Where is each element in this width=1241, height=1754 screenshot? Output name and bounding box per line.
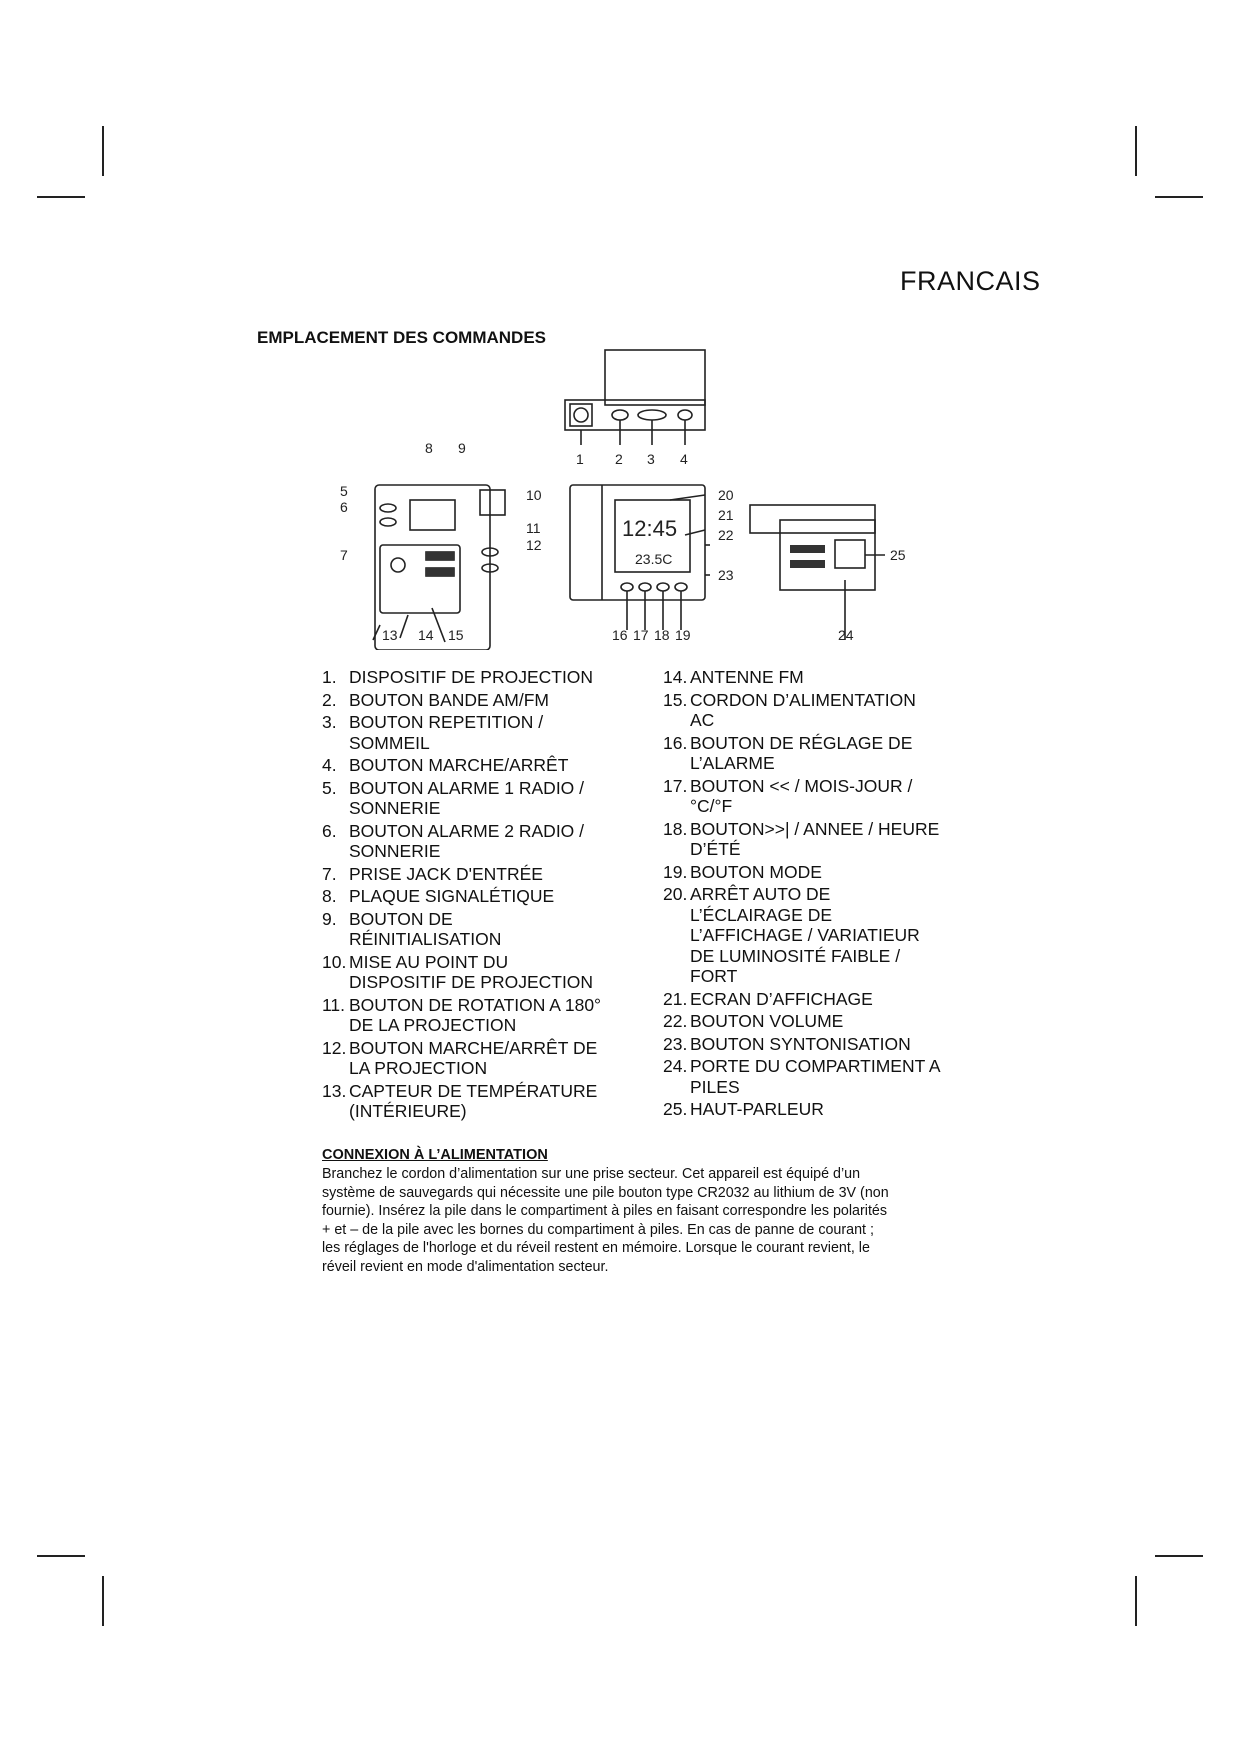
list-item [322, 821, 601, 862]
controls-list-left [322, 667, 601, 1122]
list-item-number: 14. [663, 667, 688, 687]
list-item [322, 886, 601, 907]
list-item [663, 776, 941, 817]
connection-title: CONNEXION À L’ALIMENTATION [322, 1147, 548, 1163]
connection-line: les réglages de l'horloge et du réveil restent en mémoire. Lorsque le courant revient, le [322, 1240, 870, 1256]
callout-5: 5 [340, 483, 348, 499]
list-item-text: CORDON D’ALIMENTATION [690, 689, 916, 710]
projector-top-view [565, 350, 705, 445]
list-item-number: 11. [322, 994, 346, 1015]
list-item-text: SOMMEIL [349, 732, 430, 753]
list-item-text: ANTENNE FM [690, 667, 804, 687]
crop-mark [102, 126, 104, 176]
crop-mark [102, 1576, 104, 1626]
callout-13: 13 [382, 627, 398, 643]
list-item-text: BOUTON DE ROTATION A 180° [349, 994, 602, 1015]
lcd-temp: 23.5C [635, 551, 673, 567]
list-item-number: 3. [322, 712, 337, 732]
list-item-text: BOUTON DE [349, 908, 453, 929]
list-item-text: DISPOSITIF DE PROJECTION [349, 972, 594, 992]
list-item-text: BOUTON REPETITION / [349, 712, 544, 732]
list-item-number: 1. [322, 667, 337, 687]
list-item-text: ECRAN D’AFFICHAGE [690, 988, 873, 1009]
list-item [663, 1011, 941, 1032]
callout-11: 11 [526, 520, 541, 536]
list-item [663, 667, 941, 688]
list-item-number: 2. [322, 689, 337, 710]
callout-24: 24 [838, 627, 854, 643]
connection-line: fournie). Insérez la pile dans le compartiment à piles en faisant correspondre les polarités [322, 1203, 888, 1219]
list-item-number: 7. [322, 863, 337, 884]
list-item-text: PILES [690, 1076, 740, 1097]
list-item-text: HAUT-PARLEUR [690, 1099, 824, 1119]
connection-line: Branchez le cordon d’alimentation sur une prise secteur. Cet appareil est équipé d’un [322, 1166, 861, 1182]
list-item [322, 712, 601, 753]
list-item-number: 20. [663, 884, 688, 904]
callout-4: 4 [680, 451, 688, 467]
callout-22: 22 [718, 527, 734, 543]
list-item-text: BOUTON BANDE AM/FM [349, 689, 549, 710]
list-item-text: BOUTON MODE [690, 861, 822, 882]
language-heading: FRANCAIS [900, 266, 1041, 296]
controls-diagram [330, 340, 970, 650]
list-item-text: LA PROJECTION [349, 1058, 488, 1078]
list-item-text: SONNERIE [349, 841, 441, 861]
list-item-text: ARRÊT AUTO DE [690, 884, 831, 904]
crop-mark [37, 196, 85, 198]
list-item [322, 909, 601, 950]
list-item-text: BOUTON << / MOIS-JOUR / [690, 775, 913, 796]
list-item-text: BOUTON ALARME 2 RADIO / [349, 820, 585, 841]
list-item-text: RÉINITIALISATION [349, 929, 502, 949]
callout-14: 14 [418, 627, 434, 643]
list-item [322, 1038, 601, 1079]
list-item [663, 1056, 941, 1097]
list-item-text: BOUTON MARCHE/ARRÊT DE [349, 1037, 598, 1058]
list-item-text: °C/°F [690, 796, 733, 816]
list-item-text: BOUTON>>| / ANNEE / HEURE [690, 818, 940, 839]
list-item-text: L’ÉCLAIRAGE DE [690, 904, 832, 925]
list-item-number: 15. [663, 689, 688, 710]
list-item-text: CAPTEUR DE TEMPÉRATURE [349, 1080, 598, 1101]
controls-list-right [663, 667, 941, 1120]
crop-mark [37, 1555, 85, 1557]
list-item-number: 4. [322, 755, 337, 775]
callout-15: 15 [448, 627, 464, 643]
list-item-number: 23. [663, 1033, 688, 1054]
list-item [663, 1034, 941, 1055]
list-item [663, 1099, 941, 1120]
list-item-number: 12. [322, 1037, 347, 1058]
list-item-number: 19. [663, 861, 688, 882]
list-item [663, 862, 941, 883]
list-item-text: D’ÉTÉ [690, 839, 741, 859]
list-item [663, 819, 941, 860]
list-item-number: 9. [322, 908, 337, 929]
list-item [663, 690, 941, 731]
device-back-view [373, 485, 505, 650]
list-item-text: L’ALARME [690, 753, 775, 773]
callout-1: 1 [576, 451, 584, 467]
list-item-text: L’AFFICHAGE / VARIATIEUR [690, 925, 920, 945]
list-item-text: BOUTON DE RÉGLAGE DE [690, 732, 913, 753]
callout-18: 18 [654, 627, 670, 643]
list-item-text: SONNERIE [349, 798, 441, 818]
connection-line: + et – de la pile avec les bornes du compartiment à piles. En cas de panne de courant ; [322, 1221, 874, 1238]
callout-21: 21 [718, 507, 734, 523]
list-item-text: DE LUMINOSITÉ FAIBLE / [690, 945, 901, 966]
callout-2: 2 [615, 451, 623, 467]
list-item [322, 1081, 601, 1122]
list-item-text: DE LA PROJECTION [349, 1015, 517, 1035]
list-item-text: PORTE DU COMPARTIMENT A [690, 1056, 941, 1076]
callout-16: 16 [612, 627, 628, 643]
list-item-number: 5. [322, 777, 337, 798]
list-item-number: 10. [322, 951, 347, 972]
list-item-number: 17. [663, 775, 688, 796]
list-item [663, 989, 941, 1010]
list-item-text: MISE AU POINT DU [349, 951, 509, 972]
callout-3: 3 [647, 451, 655, 467]
callout-19: 19 [675, 627, 691, 643]
list-item-number: 13. [322, 1080, 347, 1101]
callout-9: 9 [458, 440, 466, 456]
list-item-text: BOUTON VOLUME [690, 1011, 844, 1031]
list-item [322, 755, 601, 776]
list-item [322, 952, 601, 993]
list-item [322, 778, 601, 819]
list-item [663, 733, 941, 774]
section-title: EMPLACEMENT DES COMMANDES [257, 328, 547, 347]
list-item-number: 25. [663, 1099, 688, 1119]
callout-20: 20 [718, 487, 734, 503]
connection-line: réveil revient en mode d'alimentation secteur. [322, 1258, 609, 1275]
list-item [322, 995, 601, 1036]
connection-line: système de sauvegards qui nécessite une pile bouton type CR2032 au lithium de 3V (non [322, 1184, 889, 1201]
list-item-text: FORT [690, 966, 738, 986]
list-item [322, 690, 601, 711]
device-bottom-view [750, 505, 885, 640]
list-item-number: 8. [322, 886, 337, 906]
list-item-number: 21. [663, 988, 688, 1009]
list-item-number: 22. [663, 1011, 688, 1031]
list-item-text: PLAQUE SIGNALÉTIQUE [349, 886, 555, 906]
crop-mark [1135, 1576, 1137, 1626]
list-item [322, 667, 601, 688]
list-item-text: AC [690, 710, 715, 730]
list-item-text: BOUTON SYNTONISATION [690, 1033, 911, 1054]
callout-10: 10 [526, 487, 542, 503]
list-item-text: DISPOSITIF DE PROJECTION [349, 667, 594, 687]
list-item [663, 884, 941, 987]
list-item-text: BOUTON ALARME 1 RADIO / [349, 777, 585, 798]
lcd-time: 12:45 [622, 516, 678, 541]
callout-7: 7 [340, 547, 348, 563]
list-item [322, 864, 601, 885]
crop-mark [1155, 196, 1203, 198]
list-item-number: 16. [663, 732, 688, 753]
list-item-text: (INTÉRIEURE) [349, 1101, 467, 1121]
callout-25: 25 [890, 547, 906, 563]
crop-mark [1135, 126, 1137, 176]
callout-17: 17 [633, 627, 649, 643]
callout-23: 23 [718, 567, 734, 583]
callout-12: 12 [526, 537, 542, 553]
crop-mark [1155, 1555, 1203, 1557]
list-item-text: PRISE JACK D'ENTRÉE [349, 863, 543, 884]
callout-6: 6 [340, 499, 348, 515]
list-item-number: 24. [663, 1056, 688, 1076]
callout-8: 8 [425, 440, 433, 456]
list-item-text: BOUTON MARCHE/ARRÊT [349, 755, 569, 775]
list-item-number: 6. [322, 820, 337, 841]
list-item-number: 18. [663, 818, 688, 839]
connection-paragraph [322, 1165, 962, 1276]
